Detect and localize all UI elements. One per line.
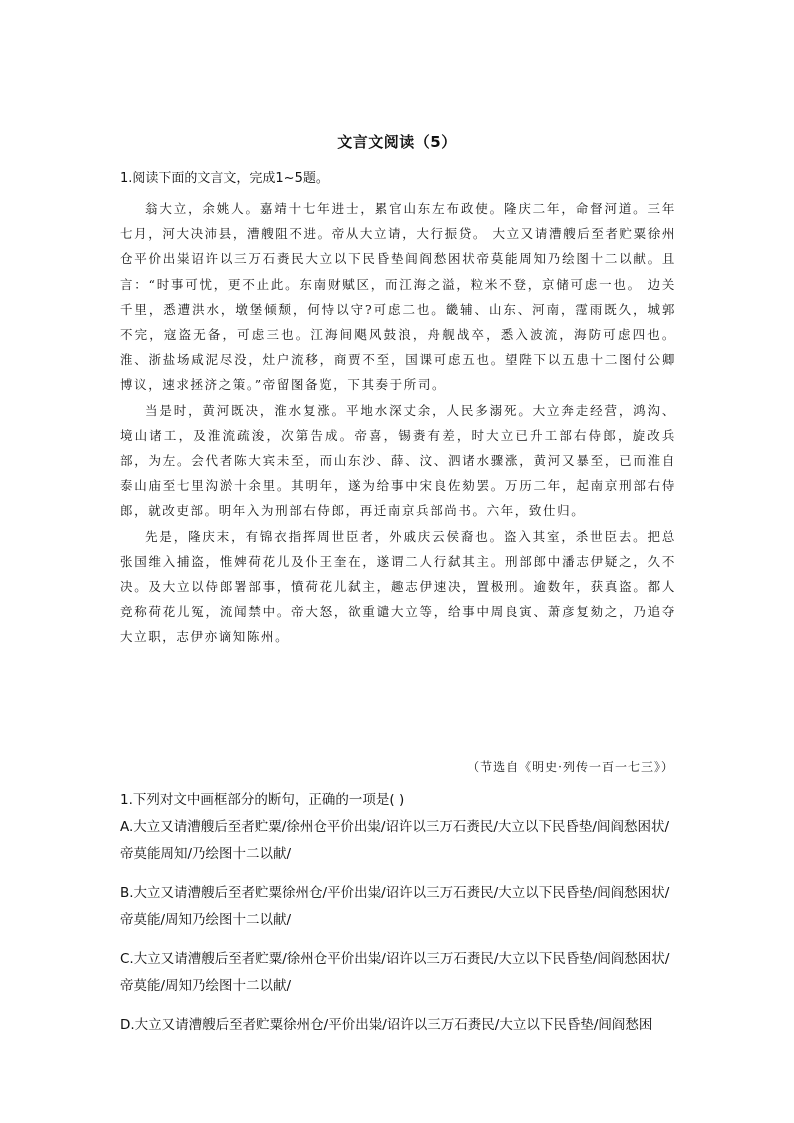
passage-paragraph-1: 翁大立，余姚人。嘉靖十七年进士，累官山东左布政使。隆庆二年，命督河道。三年七月，河大决沛县，漕艘阻不进。帝从大立请，大行振贷。 大立又请漕艘后至者贮粟徐州仓平价出粜诏许以三万石赉民大立以下民昏垫闾阎愁困状帝莫能周知乃绘图十二以献。且言：“时事可忧，更不止此。东南财赋区，而江海之溢，粒米不登，京储可虑一也。 边关千里，悉遭洪水，墩堡倾颓，何恃以守?可虑二也。畿辅、山东、河南，霪雨既久，城郭不完，寇盗无备，可虑三也。江海间飓风鼓浪，舟舰战卒，悉入波流，海防可虑四也。淮、浙盐场咸泥尽没，灶户流移，商贾不至，国课可虑五也。望陛下以五患十二图付公卿博议，速求拯济之策。”帝留图备览，下其奏于所司。 [120,201,676,393]
question-stem: 1.下列对文中画框部分的断句，正确的一项是( ) [120,792,405,808]
source-citation: （节选自《明史·列传一百一七三》） [467,760,674,774]
passage-paragraph-3: 先是，隆庆末，有锦衣指挥周世臣者，外戚庆云侯裔也。盗入其室，杀世臣去。把总张国维入捕盗，惟婢荷花儿及仆王奎在，遂谓二人行弑其主。刑部郎中潘志伊疑之，久不决。及大立以侍郎署部事，憤荷花儿弑主，趣志伊速决，置极刑。逾数年，获真盗。都人竞称荷花儿冤，流闻禁中。帝大怒，欲重谴大立等，给事中周良寅、萧彦复劾之，乃追夺大立职，志伊亦谪知陈州。 [120,528,676,645]
classical-passage [120,196,676,650]
instruction-text: 1.阅读下面的文言文，完成1~5题。 [120,171,329,186]
option-b[interactable]: B.大立又请漕艘后至者贮粟徐州仓/平价出粜/诏许以三万石赉民/大立以下民昏垫/闾阎愁困状/帝莫能/周知乃绘图十二以献/ [120,885,670,928]
passage-paragraph-2: 当是时，黄河既决，淮水复涨。平地水深丈余，人民多溺死。大立奔走经营，鸿沟、境山诸工，及淮流疏浚，次第告成。帝喜，锡赉有差，时大立已升工部右侍郎，旋改兵部，为左。会代者陈大宾未至，而山东沙、薛、汶、泗诸水骤涨，黄河又暴至，已而淮自泰山庙至七里沟淤十余里。其明年，遂为给事中宋良佐劾罢。万历二年，起南京刑部右侍郎，就改吏部。明年入为刑部右侍郎，再迁南京兵部尚书。六年，致仕归。 [120,402,676,519]
question-block [120,787,676,1039]
page-title: 文言文阅读（5） [337,133,457,151]
option-a[interactable]: A.大立又请漕艘后至者贮粟/徐州仓平价出粜/诏许以三万石赉民/大立以下民昏垫/闾阎愁困状/帝莫能周知/乃绘图十二以献/ [120,819,670,862]
option-c[interactable]: C.大立又请漕艘后至者贮粟/徐州仓平价出粜/诏许以三万石赉民/大立以下民昏垫/闾阎愁困状/帝莫能/周知乃绘图十二以献/ [120,951,670,994]
option-d[interactable]: D.大立又请漕艘后至者贮粟徐州仓/平价出粜/诏许以三万石赉民/大立以下民昏垫/闾阎愁困 [120,1017,653,1033]
